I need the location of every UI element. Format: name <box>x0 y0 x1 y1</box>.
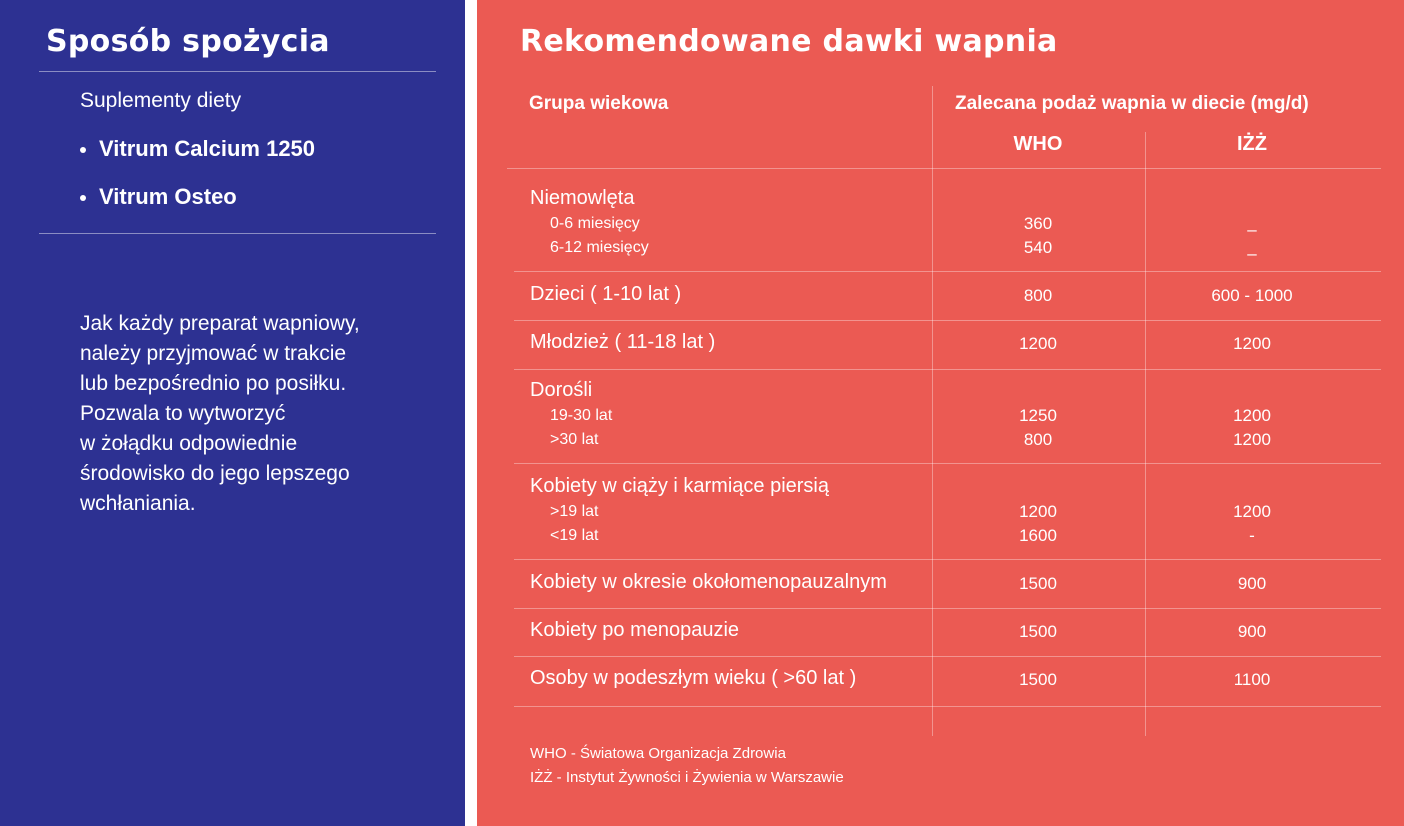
row-label: Osoby w podeszłym wieku ( >60 lat ) <box>530 667 857 689</box>
usage-line: w żołądku odpowiednie <box>80 432 298 455</box>
row-divider <box>507 168 1381 169</box>
izz-value: 900 <box>1237 622 1267 641</box>
izz-value: 900 <box>1237 574 1267 593</box>
row-label: Dorośli <box>530 379 593 401</box>
header-recommended-intake: Zalecana podaż wapnia w diecie (mg/d) <box>955 93 1309 114</box>
sub-label: 6-12 miesięcy <box>550 239 649 256</box>
usage-title: Sposób spożycia <box>46 24 330 59</box>
izz-value: - <box>1249 526 1255 545</box>
row-divider <box>514 369 1381 370</box>
list-item <box>80 184 315 232</box>
column-divider <box>932 86 933 736</box>
footnote-who: WHO - Światowa Organizacja Zdrowia <box>530 745 786 762</box>
usage-line: lub bezpośrednio po posiłku. <box>80 372 347 395</box>
row-divider <box>514 706 1381 707</box>
sub-label: 19-30 lat <box>550 407 613 424</box>
bullet-icon <box>80 195 86 201</box>
who-value: 800 <box>1023 286 1053 305</box>
sub-label: >19 lat <box>550 503 599 520</box>
usage-line: wchłaniania. <box>80 492 196 515</box>
who-value: 360 <box>1023 214 1053 233</box>
izz-value: 1200 <box>1233 430 1271 449</box>
izz-value: 1200 <box>1233 502 1271 521</box>
izz-value: – <box>1247 220 1257 239</box>
row-label: Kobiety w ciąży i karmiące piersią <box>530 475 829 497</box>
calcium-doses-title: Rekomendowane dawki wapnia <box>520 24 1058 59</box>
row-divider <box>514 271 1381 272</box>
row-divider <box>514 608 1381 609</box>
sub-label: 0-6 miesięcy <box>550 215 640 232</box>
izz-value: – <box>1247 244 1257 263</box>
row-label: Dzieci ( 1-10 lat ) <box>530 283 682 305</box>
who-value: 1200 <box>1019 502 1057 521</box>
product-name: Vitrum Osteo <box>99 184 237 209</box>
calcium-doses-table <box>507 86 1381 736</box>
product-name: Vitrum Calcium 1250 <box>99 136 316 161</box>
row-divider <box>514 320 1381 321</box>
row-label: Niemowlęta <box>530 187 635 209</box>
supplements-subheading: Suplementy diety <box>80 89 242 112</box>
usage-line: Jak każdy preparat wapniowy, <box>80 312 360 335</box>
usage-line: środowisko do jego lepszego <box>80 462 350 485</box>
who-value: 1500 <box>1019 670 1057 689</box>
divider <box>39 233 436 234</box>
izz-value: 1200 <box>1233 406 1271 425</box>
product-list <box>80 136 315 232</box>
usage-line: Pozwala to wytworzyć <box>80 402 286 425</box>
who-value: 1500 <box>1019 574 1057 593</box>
header-izz: IŻŻ <box>1237 133 1267 155</box>
izz-value: 600 - 1000 <box>1211 286 1293 305</box>
who-value: 1200 <box>1019 334 1057 353</box>
who-value: 1500 <box>1019 622 1057 641</box>
usage-description <box>80 309 430 519</box>
row-label: Młodzież ( 11-18 lat ) <box>530 331 716 353</box>
who-value: 540 <box>1023 238 1053 257</box>
row-divider <box>514 656 1381 657</box>
bullet-icon <box>80 147 86 153</box>
who-value: 800 <box>1023 430 1053 449</box>
list-item <box>80 136 315 184</box>
usage-line: należy przyjmować w trakcie <box>80 342 347 365</box>
who-value: 1250 <box>1019 406 1057 425</box>
column-divider <box>1145 132 1146 736</box>
divider <box>39 71 436 72</box>
sub-label: <19 lat <box>550 527 599 544</box>
sub-label: >30 lat <box>550 431 599 448</box>
izz-value: 1200 <box>1233 334 1271 353</box>
footnote-izz: IŻŻ - Instytut Żywności i Żywienia w Warszawie <box>530 769 844 786</box>
izz-value: 1100 <box>1233 670 1271 689</box>
row-label: Kobiety w okresie okołomenopauzalnym <box>530 571 887 593</box>
row-divider <box>514 559 1381 560</box>
who-value: 1600 <box>1019 526 1057 545</box>
row-divider <box>514 463 1381 464</box>
header-who: WHO <box>1013 133 1063 155</box>
header-age-group: Grupa wiekowa <box>529 93 669 114</box>
row-label: Kobiety po menopauzie <box>530 619 740 641</box>
